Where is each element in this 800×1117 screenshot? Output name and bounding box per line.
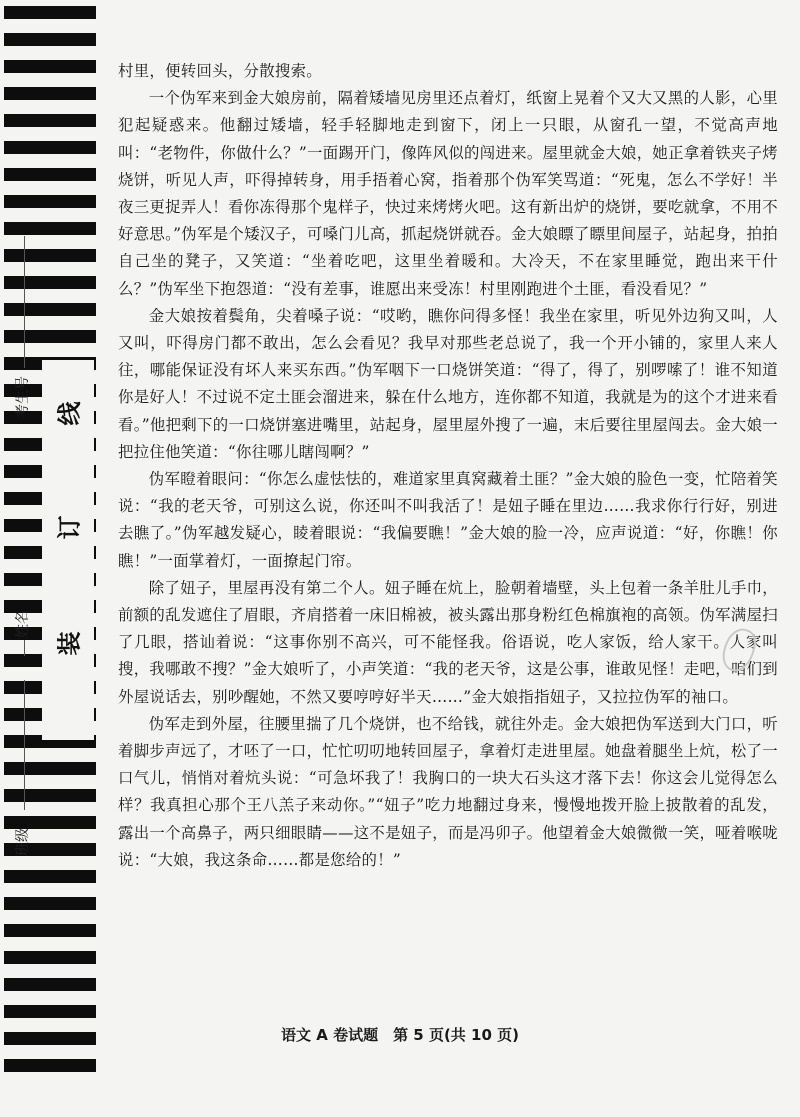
paragraph: 村里，便转回头，分散搜索。 bbox=[118, 62, 322, 80]
paragraph: 伪军走到外屋，往腰里揣了几个烧饼，也不给钱，就往外走。金大娘把伪军送到大门口，听着脚步声远了，才呸了一口，忙忙叨叨地转回屋子，拿着灯走进里屋。她盘着腿坐上炕，松了一口气儿，悄悄对着炕头说：“可急坏我了！我胸口的一块大石头这才落下去！你这会儿觉得怎么样？我真担心那个王八羔子来动你。”“妞子”吃力地翻过身来，慢慢地拨开脸上披散着的乱发，露出一个高鼻子，两只细眼睛——这不是妞子，而是冯卯子。他望着金大娘微微一笑，哑着喉咙说：“大娘，我这条命……都是您给的！” bbox=[118, 714, 778, 869]
binding-stripe bbox=[4, 789, 96, 802]
name-label: 姓名 bbox=[15, 610, 31, 638]
binding-stripe bbox=[4, 978, 96, 991]
paragraph: 一个伪军来到金大娘房前，隔着矮墙见房里还点着灯，纸窗上晃着个又大又黑的人影，心里犯起疑惑来。他翻过矮墙，轻手轻脚地走到窗下，闭上一只眼，从窗孔一望，不觉高声地叫：“老物件，你做什么？”一面踢开门，像阵风似的闯进来。屋里就金大娘，她正拿着铁夹子烤烧饼，听见人声，吓得掉转身，用手捂着心窝，指着那个伪军笑骂道：“死鬼，怎么不学好！半夜三更捉弄人！看你冻得那个鬼样子，快过来烤烤火吧。这有新出炉的烧饼，要吃就拿，不用不好意思。”伪军是个矮汉子，可嗓门儿高，抓起烧饼就吞。金大娘瞟了瞟里间屋子，站起身，拍拍自己坐的凳子，又笑道：“坐着吃吧，这里坐着暖和。大冷天，不在家里睡觉，跑出来干什么？”伪军坐下抱怨道：“没有差事，谁愿出来受冻！村里刚跑进个土匪，看没看见？” bbox=[118, 89, 778, 298]
binding-stripe bbox=[4, 897, 96, 910]
binding-stripe bbox=[4, 249, 96, 262]
exam-no-label: 考生号 bbox=[15, 376, 31, 418]
paragraph: 金大娘按着鬓角，尖着嗓子说：“哎哟，瞧你问得多怪！我坐在家里，听见外边狗又叫，人又叫，吓得房门都不敢出，怎么会看见？我早对那些老总说了，我一个开小铺的，家里人来人往，哪能保证没有坏人来买东西。”伪军咽下一口烧饼笑道：“得了，得了，别啰嗦了！谁不知道你是好人！不过说不定土匪会溜进来，躲在什么地方，连你都不知道，我就是为的这个才进来看看。”他把剩下的一口烧饼塞进嘴里，站起身，屋里屋外搜了一遍，末后要往里屋闯去。金大娘一把拉住他笑道：“你往哪儿瞎闯啊？” bbox=[118, 306, 778, 461]
binding-stripe bbox=[4, 870, 96, 883]
class-line bbox=[24, 680, 25, 810]
binding-stripe bbox=[4, 924, 96, 937]
binding-stripe bbox=[4, 195, 96, 208]
page-footer: 语文 A 卷试题 第 5 页(共 10 页) bbox=[281, 1026, 519, 1044]
binding-stripe bbox=[4, 1005, 96, 1018]
binding-char-ding: 订 bbox=[55, 515, 84, 540]
binding-stripe bbox=[4, 33, 96, 46]
binding-stripe bbox=[4, 114, 96, 127]
binding-stripe bbox=[4, 87, 96, 100]
binding-char-zhuang: 装 bbox=[55, 631, 84, 656]
passage bbox=[118, 58, 778, 874]
binding-stripe bbox=[4, 276, 96, 289]
paragraph: 除了妞子，里屋再没有第二个人。妞子睡在炕上，脸朝着墙壁，头上包着一条羊肚儿手巾，前额的乱发遮住了眉眼，齐肩搭着一床旧棉被，被头露出那身粉红色棉旗袍的高领。伪军满屋扫了几眼，搭讪着说：“这事你别不高兴，可不能怪我。俗语说，吃人家饭，给人家干。人家叫搜，我哪敢不搜？”金大娘听了，小声笑道：“我的老天爷，这是公事，谁敢见怪！走吧，咱们到外屋说话去，别吵醒她，不然又要哼哼好半天……”金大娘指指妞子，又拉拉伪军的袖口。 bbox=[118, 578, 778, 706]
name-line bbox=[24, 640, 25, 656]
binding-stripe bbox=[4, 141, 96, 154]
binding-stripe bbox=[4, 1059, 96, 1072]
class-label: 班级 bbox=[15, 828, 31, 856]
binding-stripe bbox=[4, 168, 96, 181]
paragraph: 伪军瞪着眼问：“你怎么虚怯怯的，难道家里真窝藏着土匪？”金大娘的脸色一变，忙陪着笑说：“我的老天爷，可别这么说，你还叫不叫我活了！是妞子睡在里边……我求你行行好，别进去瞧了。”伪军越发疑心，睖着眼说：“我偏要瞧！”金大娘的脸一冷，应声说道：“好，你瞧！你瞧！”一面掌着灯，一面撩起门帘。 bbox=[118, 470, 778, 570]
binding-stripe bbox=[4, 6, 96, 19]
binding-stripe bbox=[4, 303, 96, 316]
binding-stripe bbox=[4, 222, 96, 235]
binding-stripe bbox=[4, 762, 96, 775]
binding-stripe bbox=[4, 330, 96, 343]
binding-stripe bbox=[4, 951, 96, 964]
binding-char-xian: 线 bbox=[55, 401, 84, 426]
exam-no-line bbox=[24, 236, 25, 368]
binding-stripe bbox=[4, 60, 96, 73]
